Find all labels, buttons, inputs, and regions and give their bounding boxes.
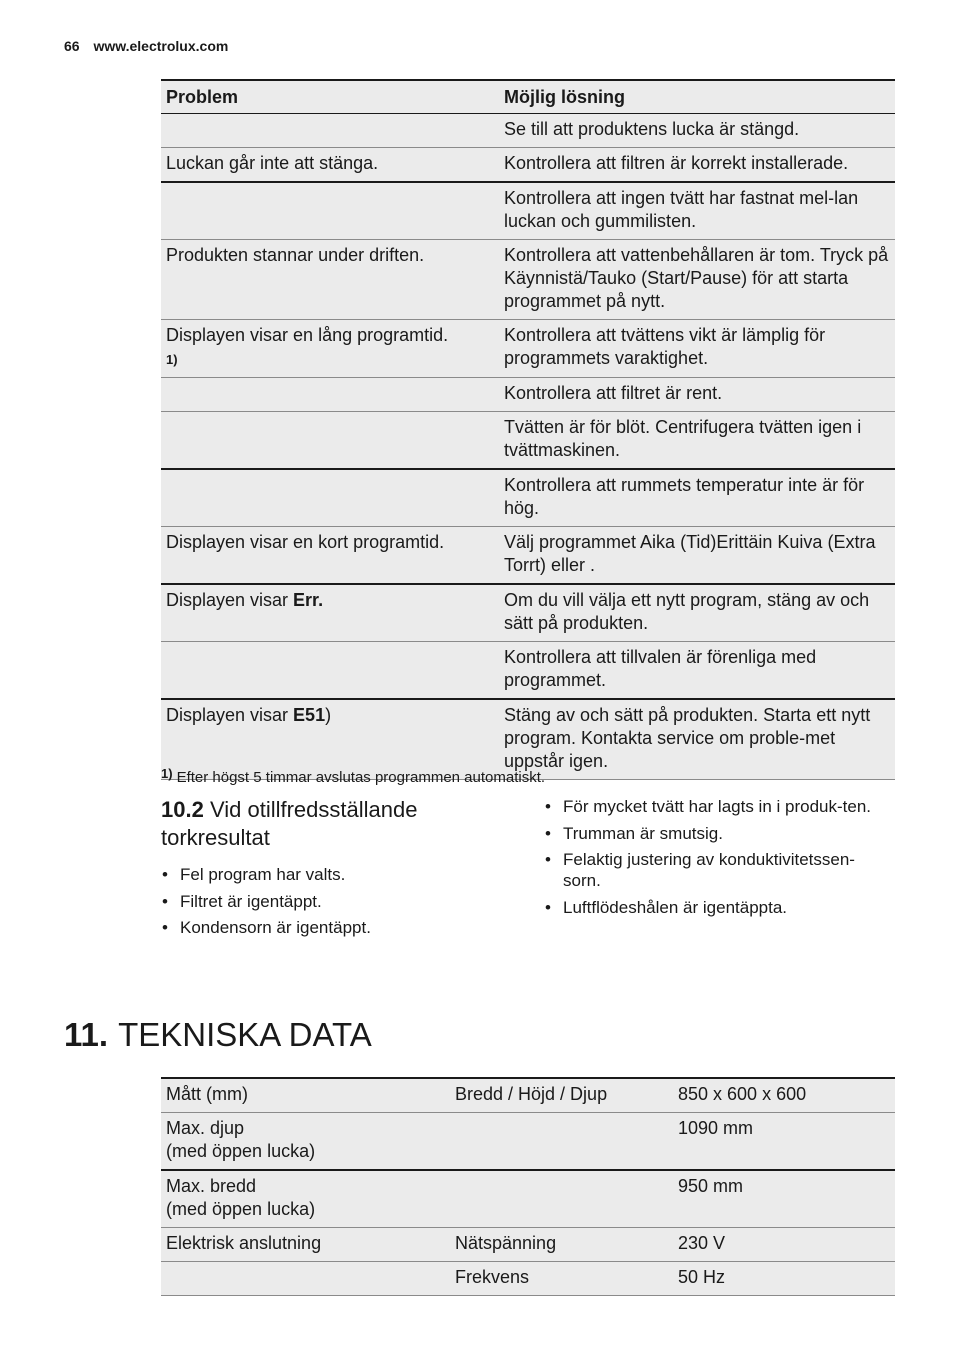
spec-sublabel: Bredd / Höjd / Djup <box>450 1078 673 1113</box>
spec-label-line: Max. djup <box>166 1118 245 1138</box>
spec-sublabel: Frekvens <box>450 1262 673 1296</box>
section-number: 11. <box>64 1016 109 1053</box>
problem-cell <box>161 584 499 642</box>
solution-cell: Kontrollera att tvättens vikt är lämplig för programmets varaktighet. <box>499 320 895 378</box>
problem-cell: Displayen visar en kort programtid. <box>161 527 499 585</box>
spec-value: 950 mm <box>673 1170 895 1228</box>
table-row <box>161 584 895 642</box>
table-row <box>161 469 895 527</box>
solution-cell: Kontrollera att tillvalen är förenliga med programmet. <box>499 642 895 700</box>
spec-label-line: Max. bredd <box>166 1176 257 1196</box>
causes-list-left <box>161 864 501 944</box>
solution-cell: Kontrollera att filtren är korrekt installerade. <box>499 148 895 183</box>
solution-cell: Kontrollera att filtret är rent. <box>499 378 895 412</box>
list-item: • Kondensorn är igentäppt. <box>161 917 501 938</box>
problem-cell <box>161 320 499 378</box>
table-row <box>161 320 895 378</box>
troubleshooting-table <box>161 79 895 780</box>
causes-list-right <box>544 796 889 923</box>
footnote-marker: 1) <box>166 352 178 367</box>
spec-label <box>161 1170 450 1228</box>
spec-label <box>161 1113 450 1171</box>
table-row <box>161 527 895 585</box>
section-title: TEKNISKA DATA <box>118 1016 372 1053</box>
spec-value: 1090 mm <box>673 1113 895 1171</box>
solution-cell: Om du vill välja ett nytt program, stäng av och sätt på produkten. <box>499 584 895 642</box>
list-item: • Fel program har valts. <box>161 864 501 885</box>
spec-sublabel <box>450 1170 673 1228</box>
problem-cell: Luckan går inte att stänga. <box>161 148 499 183</box>
list-item: • Trumman är smutsig. <box>544 823 889 844</box>
spec-sublabel: Nätspänning <box>450 1228 673 1262</box>
list-item: • Felaktig justering av konduktivitetssen-sorn. <box>544 849 889 891</box>
problem-cell <box>161 182 499 240</box>
table-row <box>161 378 895 412</box>
table-row <box>161 1170 895 1228</box>
technical-data-table <box>161 1077 895 1296</box>
problem-cell <box>161 642 499 700</box>
problem-cell <box>161 469 499 527</box>
spec-value: 230 V <box>673 1228 895 1262</box>
page-number: 66 <box>64 38 80 54</box>
spec-label: Mått (mm) <box>161 1078 450 1113</box>
table-row <box>161 1113 895 1171</box>
list-item: • Filtret är igentäppt. <box>161 891 501 912</box>
list-item: • För mycket tvätt har lagts in i produk-ten. <box>544 796 889 817</box>
solution-cell: Kontrollera att ingen tvätt har fastnat mel-lan luckan och gummilisten. <box>499 182 895 240</box>
error-code: E51 <box>293 705 326 725</box>
section-number: 10.2 <box>161 797 204 822</box>
page-header <box>64 38 228 54</box>
section-title: Vid otillfredsställande torkresultat <box>161 797 418 850</box>
section-10-2-heading-block <box>161 796 501 852</box>
problem-cell <box>161 412 499 470</box>
footnote-marker: 1) <box>161 766 173 781</box>
site-url: www.electrolux.com <box>93 38 229 54</box>
problem-text-suffix: ) <box>325 705 332 725</box>
table-row <box>161 114 895 148</box>
table-row <box>161 642 895 700</box>
spec-value: 50 Hz <box>673 1262 895 1296</box>
table-row <box>161 1228 895 1262</box>
problem-text: Displayen visar <box>166 590 294 610</box>
table-header-row <box>161 80 895 114</box>
column-header-solution: Möjlig lösning <box>499 80 895 114</box>
solution-cell: Stäng av och sätt på produkten. Starta ett nytt program. Kontakta service om proble-met uppstår igen. <box>499 699 895 780</box>
solution-cell: Välj programmet Aika (Tid)Erittäin Kuiva (Extra Torrt) eller . <box>499 527 895 585</box>
column-header-problem: Problem <box>161 80 499 114</box>
problem-cell: Produkten stannar under driften. <box>161 240 499 320</box>
problem-cell <box>161 114 499 148</box>
solution-cell: Kontrollera att vattenbehållaren är tom. Tryck på Käynnistä/Tauko (Start/Pause) för att starta programmet på nytt. <box>499 240 895 320</box>
table-row <box>161 1078 895 1113</box>
section-heading <box>161 796 501 852</box>
solution-cell: Kontrollera att rummets temperatur inte är för hög. <box>499 469 895 527</box>
spec-label <box>161 1262 450 1296</box>
spec-value: 850 x 600 x 600 <box>673 1078 895 1113</box>
problem-cell <box>161 378 499 412</box>
table-row <box>161 412 895 470</box>
problem-text: Displayen visar en lång programtid. <box>166 325 449 345</box>
spec-label: Elektrisk anslutning <box>161 1228 450 1262</box>
section-11-heading <box>64 1016 372 1054</box>
table-row <box>161 1262 895 1296</box>
table-row <box>161 148 895 183</box>
problem-text: Displayen visar <box>166 705 294 725</box>
spec-sublabel <box>450 1113 673 1171</box>
solution-cell: Tvätten är för blöt. Centrifugera tvätten igen i tvättmaskinen. <box>499 412 895 470</box>
error-code: Err. <box>293 590 324 610</box>
table-footnote <box>161 766 545 786</box>
spec-label-line: (med öppen lucka) <box>166 1199 316 1219</box>
table-row <box>161 182 895 240</box>
solution-cell: Se till att produktens lucka är stängd. <box>499 114 895 148</box>
spec-label-line: (med öppen lucka) <box>166 1141 316 1161</box>
list-item: • Luftflödeshålen är igentäppta. <box>544 897 889 918</box>
table-row <box>161 240 895 320</box>
footnote-text: Efter högst 5 timmar avslutas programmen automatiskt. <box>176 769 546 786</box>
